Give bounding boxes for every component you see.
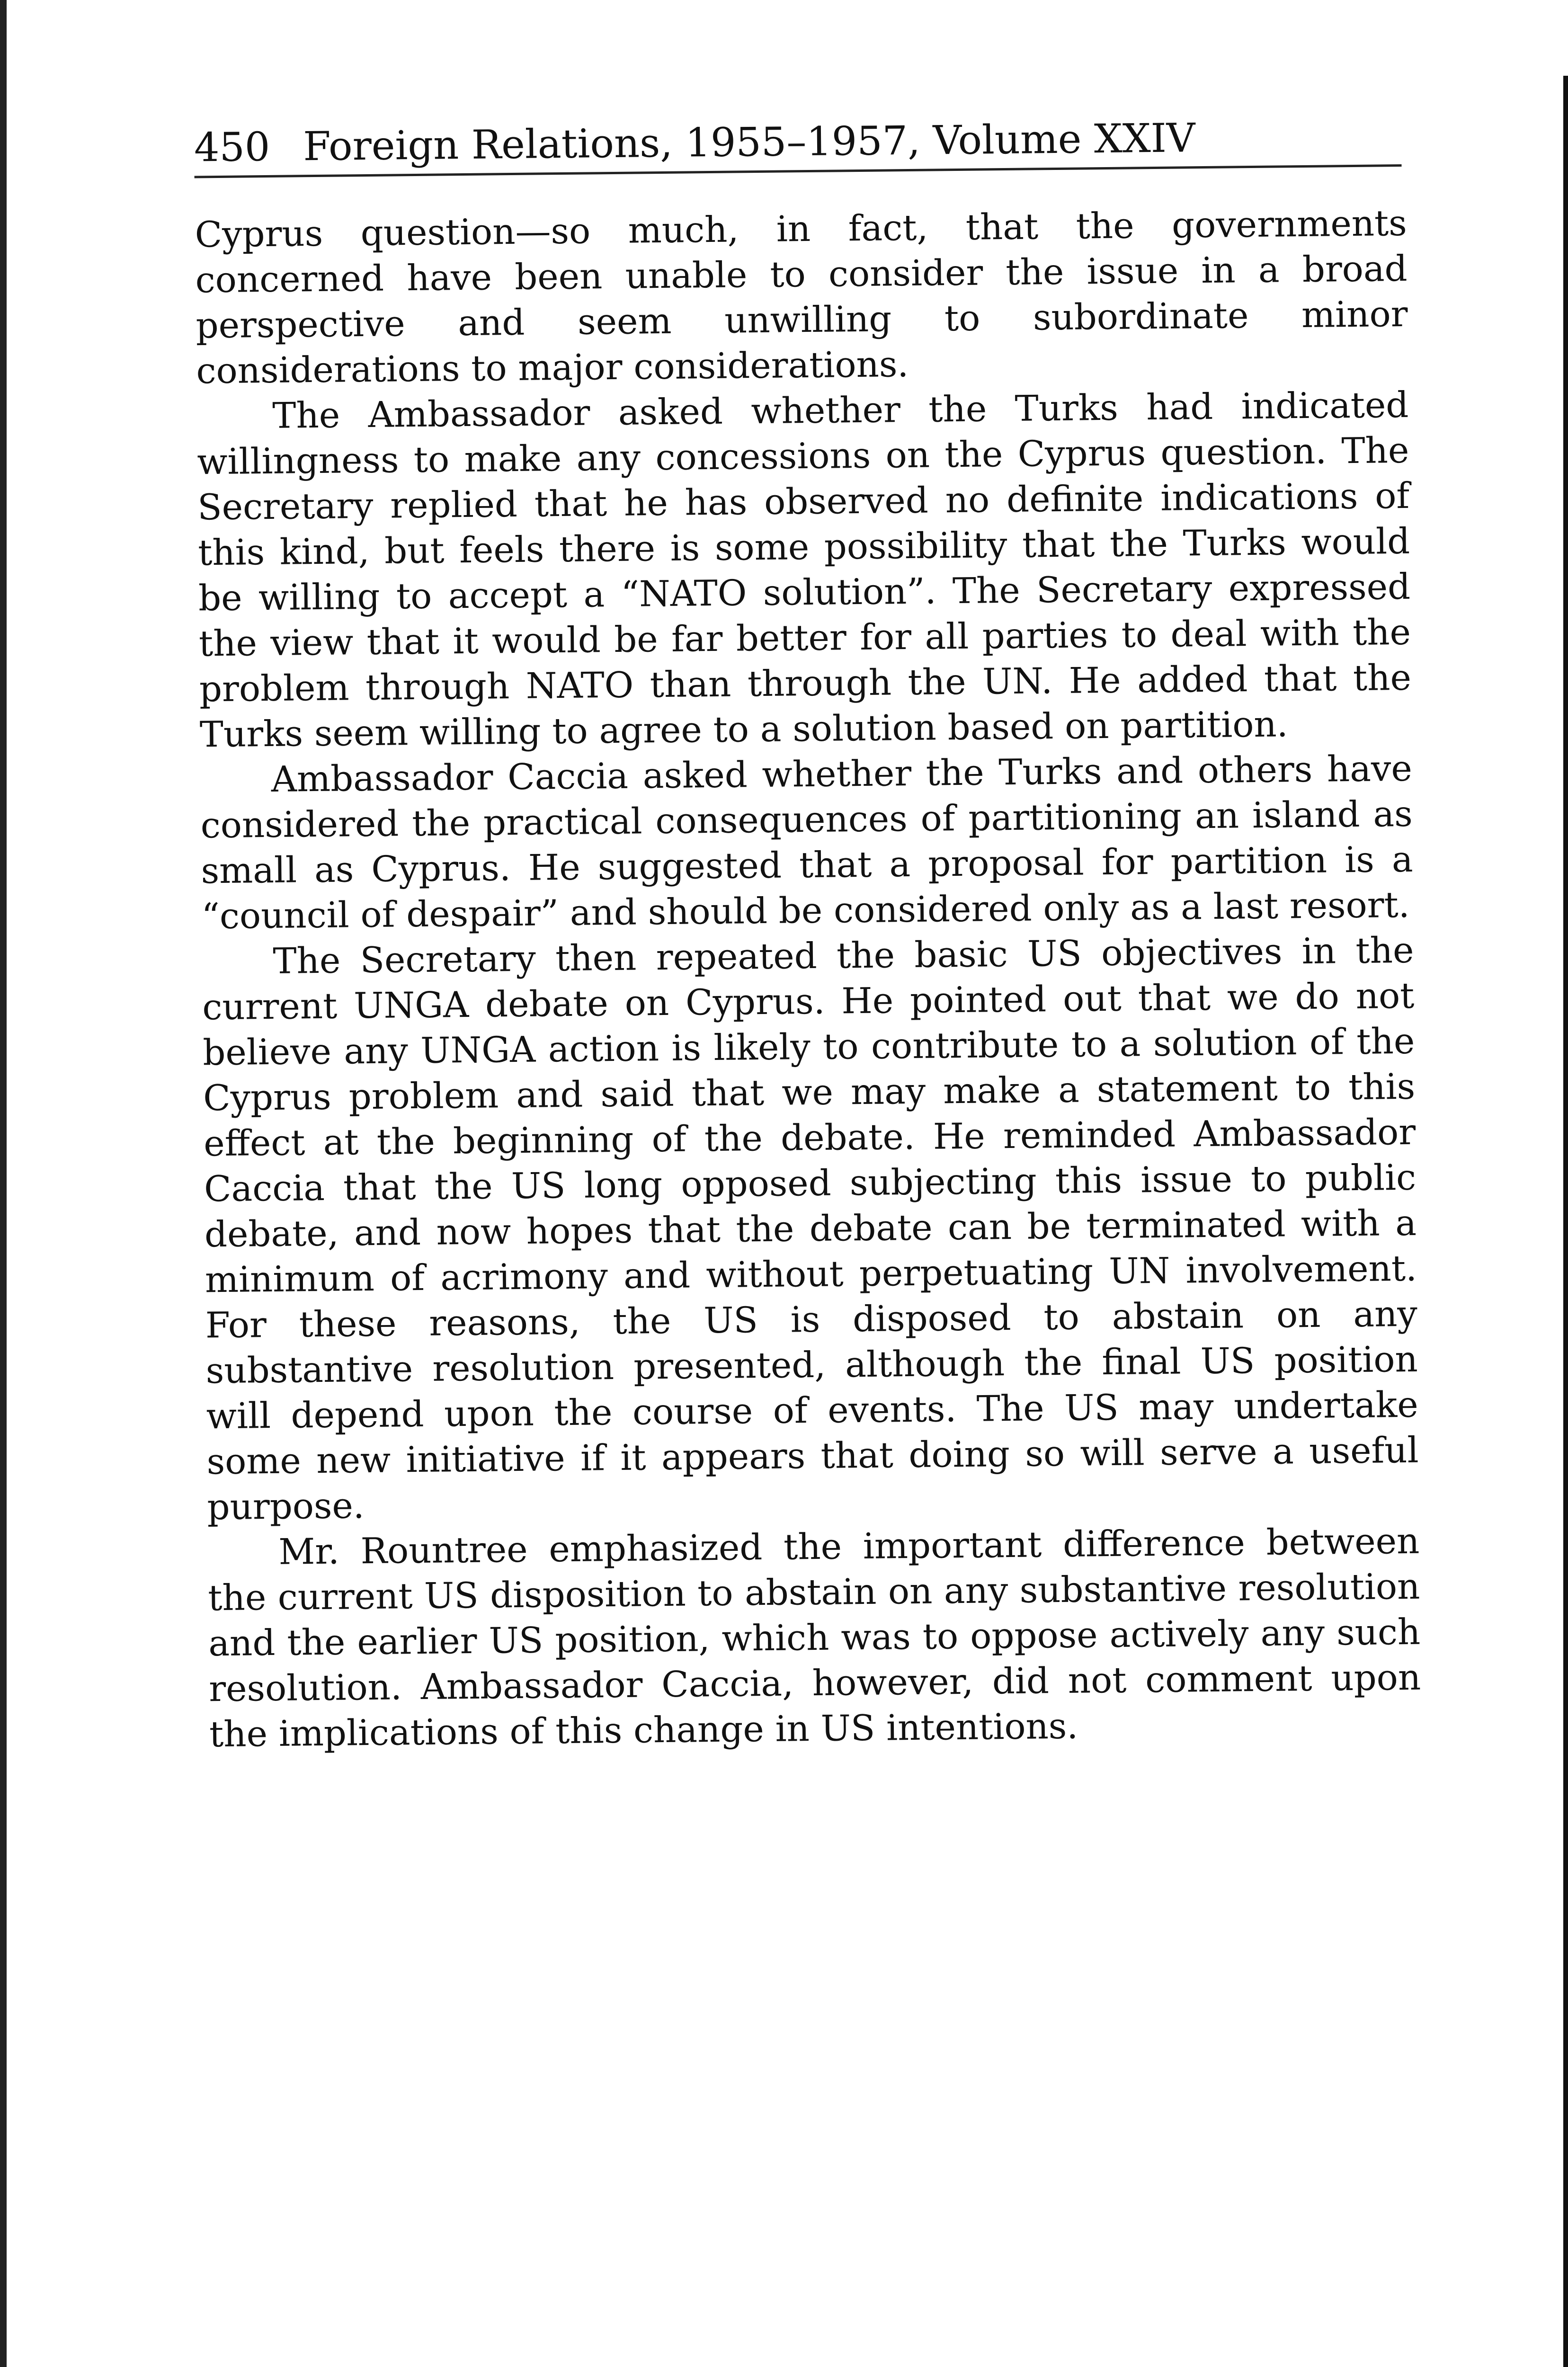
running-head	[194, 116, 1402, 178]
paragraph-ambassador-question: The Ambassador asked whether the Turks had indicated willingness to make any concessions on the Cyprus question. The Secretary replied that he has observed no definite indications of this kind, but feels there is some possibility that the Turks would be willing to accept a “NATO solution”. The Secretary expressed the view that it would be far better for all parties to deal with the problem through NATO than through the UN. He added that the Turks seem willing to agree to a solution based on partition.	[196, 383, 1412, 756]
scan-edge-left	[0, 0, 7, 2367]
document-page	[167, 0, 1431, 2367]
body-text	[195, 200, 1421, 1757]
scan-edge-right	[1563, 76, 1568, 2367]
paragraph-partition-consequences: Ambassador Caccia asked whether the Turks and others have considered the practical consequences of partitioning an island as small as Cyprus. He suggested that a proposal for partition is a “council of despair” and should be considered only as a last resort.	[200, 747, 1413, 937]
paragraph-continuation: Cyprus question—so much, in fact, that the governments concerned have been unable to consider the issue in a broad perspective and seem unwilling to subordinate minor considerations to major considerations.	[195, 202, 1408, 392]
page-number: 450	[194, 123, 270, 171]
paragraph-rountree: Mr. Rountree emphasized the important difference between the current US disposition to abstain on any substantive resolution and the earlier US position, which was to oppose actively any such resolution. Ambassador Caccia, however, did not comment upon the implications of this change in US intentions.	[207, 1520, 1421, 1755]
paragraph-us-objectives: The Secretary then repeated the basic US objectives in the current UNGA debate on Cyprus. He pointed out that we do not believe any UNGA action is likely to contribute to a solution of the Cyprus problem and said that we may make a statement to this effect at the beginning of the debate. He reminded Ambassador Caccia that the US long opposed subjecting this issue to public debate, and now hopes that the debate can be terminated with a minimum of acrimony and without perpetuating UN involvement. For these reasons, the US is disposed to abstain on any substantive resolution presented, although the final US position will depend upon the course of events. The US may undertake some new initiative if it appears that doing so will serve a useful purpose.	[202, 929, 1419, 1528]
running-title: Foreign Relations, 1955–1957, Volume XXIV	[303, 115, 1195, 170]
